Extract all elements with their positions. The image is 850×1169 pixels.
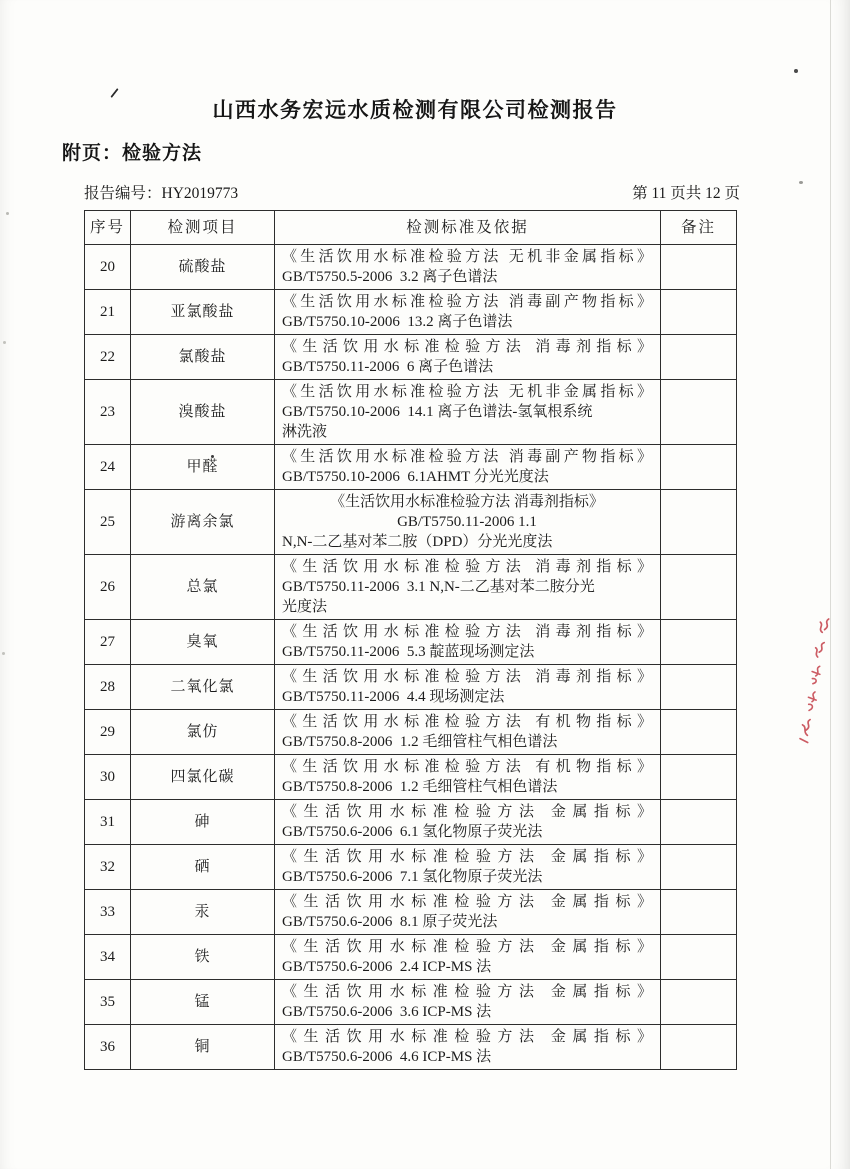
standard-title: 《生活饮用水标准检验方法 有机物指标》 (282, 759, 652, 775)
methods-table (84, 210, 737, 1070)
standard-title: 《生活饮用水标准检验方法 金属指标》 (282, 894, 652, 910)
standard-title: 《生活饮用水标准检验方法 消毒剂指标》 (282, 339, 652, 355)
standard-cell (275, 335, 661, 380)
standard-method-line: GB/T5750.6-2006 2.4 ICP-MS 法 (282, 959, 492, 975)
test-item-cell: 溴酸盐 (131, 380, 275, 445)
scan-speck (6, 212, 9, 215)
page-indicator: 第 11 页共 12 页 (632, 185, 740, 202)
table-header-row (85, 211, 737, 245)
standard-cell (275, 710, 661, 755)
scan-speck (2, 652, 5, 655)
table-row (85, 845, 737, 890)
standard-cell (275, 290, 661, 335)
table-row (85, 290, 737, 335)
table-row (85, 890, 737, 935)
remark-cell (661, 380, 737, 445)
remark-cell (661, 490, 737, 555)
standard-title: 《生活饮用水标准检验方法 消毒剂指标》 (282, 559, 652, 575)
standard-method-line: GB/T5750.11-2006 1.1 (397, 514, 537, 530)
test-item-cell: 游离余氯 (131, 490, 275, 555)
test-item-cell: 甲醛 (131, 445, 275, 490)
row-number-cell: 36 (85, 1025, 131, 1070)
standard-title: 《生活饮用水标准检验方法 金属指标》 (282, 849, 652, 865)
standard-method-line-cont: 光度法 (282, 599, 328, 615)
standard-method-line: GB/T5750.6-2006 6.1 氢化物原子荧光法 (282, 824, 543, 840)
standard-method-line: GB/T5750.11-2006 4.4 现场测定法 (282, 689, 505, 705)
table-row (85, 490, 737, 555)
standard-cell (275, 935, 661, 980)
scan-speck (3, 341, 6, 344)
test-item-cell: 硒 (131, 845, 275, 890)
remark-cell (661, 980, 737, 1025)
standard-cell (275, 890, 661, 935)
appendix-subtitle: 附页：检验方法 (62, 143, 203, 164)
remark-cell (661, 665, 737, 710)
remark-cell (661, 335, 737, 380)
remark-cell (661, 755, 737, 800)
standard-title: 《生活饮用水标准检验方法 有机物指标》 (282, 714, 652, 730)
remark-cell (661, 1025, 737, 1070)
report-meta-row (84, 181, 740, 203)
remark-cell (661, 845, 737, 890)
standard-cell (275, 555, 661, 620)
row-number-cell: 29 (85, 710, 131, 755)
test-item-cell: 砷 (131, 800, 275, 845)
row-number-cell: 21 (85, 290, 131, 335)
standard-method-line: GB/T5750.6-2006 8.1 原子荧光法 (282, 914, 498, 930)
table-row (85, 935, 737, 980)
table-row (85, 335, 737, 380)
table-row (85, 665, 737, 710)
test-item-cell: 铜 (131, 1025, 275, 1070)
standard-cell (275, 1025, 661, 1070)
row-number-cell: 32 (85, 845, 131, 890)
test-item-cell: 臭氧 (131, 620, 275, 665)
standard-method-line-cont: N,N-二乙基对苯二胺（DPD）分光光度法 (282, 534, 553, 550)
standard-cell (275, 245, 661, 290)
standard-method-line: GB/T5750.10-2006 13.2 离子色谱法 (282, 314, 513, 330)
table-row (85, 445, 737, 490)
standard-title: 《生活饮用水标准检验方法 金属指标》 (282, 1029, 652, 1045)
table-row (85, 380, 737, 445)
scan-edge-line (830, 0, 831, 1169)
standard-cell (275, 980, 661, 1025)
table-row (85, 555, 737, 620)
standard-title: 《生活饮用水标准检验方法 消毒剂指标》 (282, 624, 652, 640)
row-number-cell: 30 (85, 755, 131, 800)
table-row (85, 1025, 737, 1070)
report-number: 报告编号：HY2019773 (84, 185, 239, 202)
standard-title: 《生活饮用水标准检验方法 金属指标》 (282, 939, 652, 955)
col-header-remark: 备注 (661, 211, 737, 245)
standard-title: 《生活饮用水标准检验方法 消毒剂指标》 (330, 494, 604, 510)
standard-method-line: GB/T5750.6-2006 7.1 氢化物原子荧光法 (282, 869, 543, 885)
test-item-cell: 二氧化氯 (131, 665, 275, 710)
standard-cell (275, 380, 661, 445)
remark-cell (661, 890, 737, 935)
standard-title: 《生活饮用水标准检验方法 金属指标》 (282, 984, 652, 1000)
table-row (85, 755, 737, 800)
standard-title: 《生活饮用水标准检验方法 无机非金属指标》 (282, 249, 652, 265)
table-row (85, 980, 737, 1025)
table-row (85, 800, 737, 845)
red-handwriting-annotation (791, 611, 842, 755)
test-item-cell: 硫酸盐 (131, 245, 275, 290)
row-number-cell: 24 (85, 445, 131, 490)
standard-method-line: GB/T5750.11-2006 3.1 N,N-二乙基对苯二胺分光 (282, 579, 595, 595)
test-item-cell: 汞 (131, 890, 275, 935)
standard-method-line: GB/T5750.5-2006 3.2 离子色谱法 (282, 269, 498, 285)
standard-title: 《生活饮用水标准检验方法 无机非金属指标》 (282, 384, 652, 400)
remark-cell (661, 935, 737, 980)
table-row (85, 245, 737, 290)
methods-table-body (85, 245, 737, 1070)
test-item-cell: 氯酸盐 (131, 335, 275, 380)
standard-method-line-cont: 淋洗液 (282, 424, 328, 440)
scan-speck (799, 181, 803, 184)
table-row (85, 620, 737, 665)
row-number-cell: 23 (85, 380, 131, 445)
standard-title: 《生活饮用水标准检验方法 消毒剂指标》 (282, 669, 652, 685)
standard-method-line: GB/T5750.8-2006 1.2 毛细管柱气相色谱法 (282, 779, 558, 795)
row-number-cell: 20 (85, 245, 131, 290)
test-item-cell: 锰 (131, 980, 275, 1025)
col-header-standard: 检测标准及依据 (275, 211, 661, 245)
standard-method-line: GB/T5750.6-2006 4.6 ICP-MS 法 (282, 1049, 492, 1065)
row-number-cell: 34 (85, 935, 131, 980)
col-header-item: 检测项目 (131, 211, 275, 245)
remark-cell (661, 800, 737, 845)
col-header-no: 序号 (85, 211, 131, 245)
standard-cell (275, 800, 661, 845)
pen-dot-mark (211, 455, 214, 458)
page-title: 山西水务宏远水质检测有限公司检测报告 (212, 99, 618, 122)
remark-cell (661, 555, 737, 620)
remark-cell (661, 245, 737, 290)
test-item-cell: 亚氯酸盐 (131, 290, 275, 335)
remark-cell (661, 290, 737, 335)
remark-cell (661, 620, 737, 665)
standard-cell (275, 490, 661, 555)
standard-method-line: GB/T5750.6-2006 3.6 ICP-MS 法 (282, 1004, 492, 1020)
standard-cell (275, 665, 661, 710)
standard-title: 《生活饮用水标准检验方法 金属指标》 (282, 804, 652, 820)
test-item-cell: 氯仿 (131, 710, 275, 755)
row-number-cell: 28 (85, 665, 131, 710)
row-number-cell: 35 (85, 980, 131, 1025)
standard-cell (275, 445, 661, 490)
standard-method-line: GB/T5750.10-2006 14.1 离子色谱法-氢氧根系统 (282, 404, 593, 420)
remark-cell (661, 710, 737, 755)
row-number-cell: 25 (85, 490, 131, 555)
remark-cell (661, 445, 737, 490)
standard-method-line: GB/T5750.11-2006 6 离子色谱法 (282, 359, 494, 375)
standard-title: 《生活饮用水标准检验方法 消毒副产物指标》 (282, 449, 652, 465)
table-row (85, 710, 737, 755)
standard-method-line: GB/T5750.10-2006 6.1AHMT 分光光度法 (282, 469, 549, 485)
standard-cell (275, 845, 661, 890)
row-number-cell: 27 (85, 620, 131, 665)
test-item-cell: 四氯化碳 (131, 755, 275, 800)
standard-cell (275, 755, 661, 800)
standard-method-line: GB/T5750.8-2006 1.2 毛细管柱气相色谱法 (282, 734, 558, 750)
standard-title: 《生活饮用水标准检验方法 消毒副产物指标》 (282, 294, 652, 310)
standard-method-line: GB/T5750.11-2006 5.3 靛蓝现场测定法 (282, 644, 535, 660)
row-number-cell: 26 (85, 555, 131, 620)
test-item-cell: 铁 (131, 935, 275, 980)
scan-speck (794, 69, 798, 73)
row-number-cell: 33 (85, 890, 131, 935)
row-number-cell: 22 (85, 335, 131, 380)
test-item-cell: 总氯 (131, 555, 275, 620)
standard-cell (275, 620, 661, 665)
row-number-cell: 31 (85, 800, 131, 845)
